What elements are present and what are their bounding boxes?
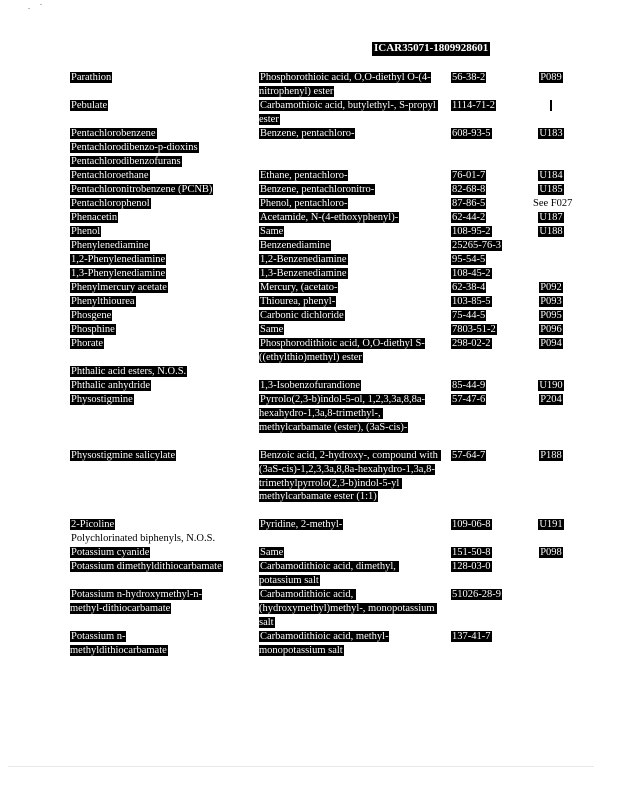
- waste-code: P092: [540, 282, 562, 293]
- cas-number: 608-93-5: [452, 128, 491, 139]
- waste-code: P093: [540, 296, 562, 307]
- chemical-synonym: Benzene, pentachloronitro-: [260, 184, 375, 195]
- cas-number: 51026-28-9: [452, 589, 501, 600]
- chemical-name: Potassium n-methyldithiocarbamate: [70, 631, 167, 656]
- chemical-name: 1,3-Phenylenediamine: [71, 268, 166, 279]
- chemical-name: Pentachloronitrobenzene (PCNB): [71, 184, 213, 195]
- waste-code: P204: [540, 394, 562, 405]
- chemical-name: Phosphine: [71, 324, 115, 335]
- cas-number: 151-50-8: [452, 547, 491, 558]
- chemical-name: Physostigmine salicylate: [71, 450, 176, 461]
- cas-number: 56-38-2: [452, 72, 486, 83]
- waste-code: P098: [540, 547, 562, 558]
- scan-speck: [28, 8, 30, 9]
- waste-code: U187: [539, 212, 563, 223]
- cas-number: 85-44-9: [452, 380, 486, 391]
- waste-code: U188: [539, 226, 563, 237]
- chemical-synonym: Benzene, pentachloro-: [260, 128, 355, 139]
- chemical-synonym: Carbamothioic acid, butylethyl-, S-propyl ester: [259, 100, 439, 125]
- cas-number: 57-64-7: [452, 450, 486, 461]
- chemical-name: Potassium cyanide: [71, 547, 150, 558]
- waste-code: P095: [540, 310, 562, 321]
- chemical-synonym: Phenol, pentachloro-: [260, 198, 348, 209]
- chemical-synonym: Carbamodithioic acid, (hydroxymethyl)methyl-, monopotassium salt: [259, 589, 438, 628]
- waste-code: P094: [540, 338, 562, 349]
- chemical-name: Pentachlorodibenzo-p-dioxins: [71, 142, 198, 153]
- chemical-synonym: Thiourea, phenyl-: [260, 296, 336, 307]
- cas-number: 75-44-5: [452, 310, 486, 321]
- chemical-synonym: Same: [260, 324, 284, 335]
- chemical-synonym: Carbamodithioic acid, dimethyl, potassium salt: [259, 561, 399, 586]
- chemical-synonym: Pyrrolo(2,3-b)indol-5-ol, 1,2,3,3a,8,8a-hexahydro-1,3a,8-trimethyl-, methylcarbamate (ester), (3aS-cis)-: [259, 394, 426, 433]
- chemical-synonym: Carbamodithioic acid, methyl-monopotassium salt: [259, 631, 389, 656]
- cas-number: 82-68-8: [452, 184, 486, 195]
- chemical-name: Phthalic anhydride: [71, 380, 151, 391]
- cas-number: 62-44-2: [452, 212, 486, 223]
- cas-number: 109-06-8: [452, 519, 491, 530]
- chemical-name: Pentachlorobenzene: [71, 128, 156, 139]
- cas-number: 108-45-2: [452, 268, 491, 279]
- waste-code: P188: [540, 450, 562, 461]
- chemical-name: Phosgene: [71, 310, 112, 321]
- chemical-name: 1,2-Phenylenediamine: [71, 254, 166, 265]
- chemical-synonym: Benzoic acid, 2-hydroxy-, compound with (3aS-cis)-1,2,3,3a,8,8a-hexahydro-1,3a,8-trimethylpyrrolo(2,3-b)indol-5-yl methylcarbamate ester (1:1): [259, 450, 441, 503]
- chemical-synonym: Phosphorodithioic acid, O,O-diethyl S-((ethylthio)methyl) ester: [259, 338, 425, 363]
- chemical-name: Phenylenediamine: [71, 240, 149, 251]
- chemical-synonym: Pyridine, 2-methyl-: [260, 519, 343, 530]
- chemical-name: Pentachloroethane: [71, 170, 149, 181]
- cas-number: 7803-51-2: [452, 324, 496, 335]
- chemical-name: Phorate: [71, 338, 104, 349]
- chemical-name: Parathion: [71, 72, 112, 83]
- scan-speck: [40, 4, 42, 5]
- chemical-synonym: Acetamide, N-(4-ethoxyphenyl)-: [260, 212, 399, 223]
- chemical-synonym: Same: [260, 226, 284, 237]
- cas-number: 137-41-7: [452, 631, 491, 642]
- waste-code: U191: [539, 519, 563, 530]
- chemical-name: Phenylthiourea: [71, 296, 135, 307]
- chemical-name: Physostigmine: [71, 394, 133, 405]
- waste-code: U185: [539, 184, 563, 195]
- chemical-name: Polychlorinated biphenyls, N.O.S.: [71, 533, 216, 544]
- chemical-name: Potassium dimethyldithiocarbamate: [71, 561, 222, 572]
- chemical-name: Pentachlorophenol: [71, 198, 150, 209]
- scan-edge-line: [8, 766, 594, 767]
- cas-number: 103-85-5: [452, 296, 491, 307]
- chemical-synonym: Mercury, (acetato-: [260, 282, 338, 293]
- waste-code: P089: [540, 72, 562, 83]
- cas-number: 57-47-6: [452, 394, 486, 405]
- cas-number: 298-02-2: [452, 338, 491, 349]
- cas-number: 1114-71-2: [452, 100, 495, 111]
- chemical-name: Phenacetin: [71, 212, 118, 223]
- cas-number: 95-54-5: [452, 254, 486, 265]
- document-id: ICAR35071-1809928601: [374, 42, 489, 54]
- cas-number: 76-01-7: [452, 170, 486, 181]
- chemical-synonym: Ethane, pentachloro-: [260, 170, 348, 181]
- chemical-synonym: Carbonic dichloride: [260, 310, 344, 321]
- chemical-synonym: Phosphorothioic acid, O,O-diethyl O-(4-nitrophenyl) ester: [259, 72, 431, 97]
- chemical-name: Pebulate: [71, 100, 108, 111]
- chemical-synonym: 1,2-Benzenediamine: [260, 254, 347, 265]
- waste-code: U183: [539, 128, 563, 139]
- chemical-synonym: Same: [260, 547, 284, 558]
- waste-code: U190: [539, 380, 563, 391]
- cas-number: 128-03-0: [452, 561, 491, 572]
- waste-code: See F027: [533, 198, 573, 209]
- cas-number: 108-95-2: [452, 226, 491, 237]
- chemical-name: Phthalic acid esters, N.O.S.: [71, 366, 187, 377]
- chemical-name: Pentachlorodibenzofurans: [71, 156, 181, 167]
- chemical-synonym: 1,3-Isobenzofurandione: [260, 380, 361, 391]
- waste-code: P096: [540, 324, 562, 335]
- waste-code: [550, 100, 552, 111]
- waste-code: U184: [539, 170, 563, 181]
- cas-number: 62-38-4: [452, 282, 486, 293]
- chemical-name: 2-Picoline: [71, 519, 115, 530]
- cas-number: 25265-76-3: [452, 240, 501, 251]
- chemical-synonym: 1,3-Benzenediamine: [260, 268, 347, 279]
- chemical-name: Phenol: [71, 226, 101, 237]
- cas-number: 87-86-5: [452, 198, 486, 209]
- chemical-name: Phenylmercury acetate: [71, 282, 167, 293]
- chemical-name: Potassium n-hydroxymethyl-n-methyl-dithiocarbamate: [70, 589, 202, 614]
- chemical-synonym: Benzenediamine: [260, 240, 330, 251]
